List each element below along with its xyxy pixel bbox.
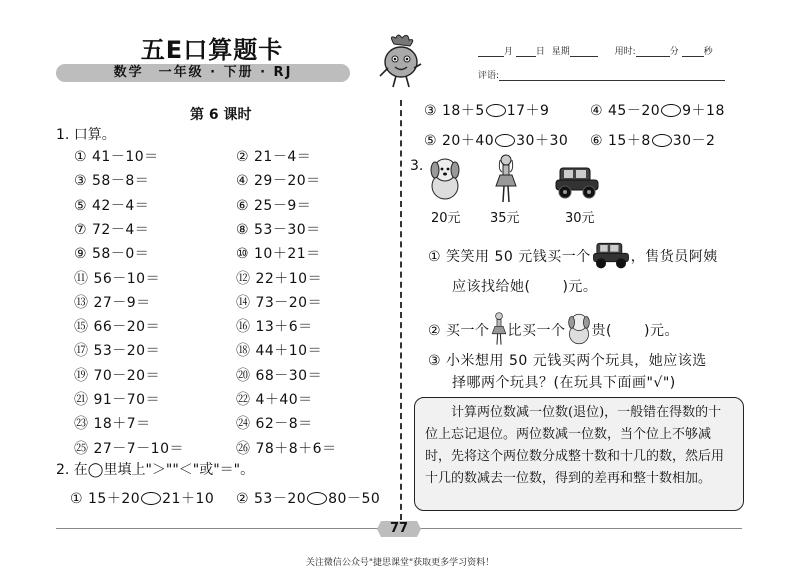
tip-box — [414, 397, 744, 511]
calc-item: ㉖ 78＋8＋6＝ — [236, 440, 337, 457]
car-price: 30元 — [565, 211, 595, 226]
answer-circle[interactable] — [495, 134, 515, 147]
footer-note: 关注微信公众号"捷思课堂"获取更多学习资料！ — [305, 558, 495, 568]
calc-item: ⑰ 53－20＝ — [74, 343, 161, 360]
compare-item-2: ② 53－20 80－50 — [236, 491, 381, 507]
page-number: 77 — [389, 521, 409, 536]
answer-circle[interactable] — [486, 104, 506, 117]
page-number-badge — [377, 519, 421, 539]
compare-item-5: ⑤ 20＋40 30＋30 — [424, 133, 569, 149]
calc-item: ⑯ 13＋6＝ — [236, 319, 313, 336]
calc-item: ⑳ 68－30＝ — [236, 367, 323, 384]
section1-label: 1. 口算。 — [56, 127, 116, 143]
dog-toy-icon — [428, 156, 462, 206]
calc-item: ⑩ 10＋21＝ — [236, 246, 321, 263]
calc-item: ㉔ 62－8＝ — [236, 416, 313, 433]
comment-field[interactable]: 评语: — [478, 68, 725, 81]
calc-item: ⑧ 53－30＝ — [236, 221, 321, 238]
calc-item: ⑥ 25－9＝ — [236, 197, 312, 214]
section2-label: 2. 在◯里填上"＞""＜"或"＝"。 — [56, 462, 255, 478]
answer-circle[interactable] — [661, 104, 681, 117]
car-toy-icon — [591, 240, 631, 274]
section3-label: 3. — [410, 158, 424, 174]
calc-item: ㉓ 18＋7＝ — [74, 416, 151, 433]
calc-item: ② 21－4＝ — [236, 149, 312, 165]
doll-price: 35元 — [490, 211, 520, 226]
calc-item: ⑲ 70－20＝ — [74, 367, 161, 384]
calc-item: ⑫ 22＋10＝ — [236, 270, 323, 287]
calc-item: ⑪ 56－10＝ — [74, 270, 161, 287]
calc-item: ⑱ 44＋10＝ — [236, 343, 323, 360]
dog-toy-icon — [566, 312, 592, 350]
q1-line1: ① 笑笑用 50 元钱买一个 ，售货员阿姨 — [428, 240, 718, 274]
q1-line2: 应该找给她( )元。 — [452, 279, 598, 295]
calc-item: ⑨ 58－0＝ — [74, 246, 150, 263]
calc-item: ⑬ 27－9＝ — [74, 294, 151, 311]
calc-item: ① 41－10＝ — [74, 149, 159, 165]
answer-circle[interactable] — [307, 492, 327, 505]
calc-item: ④ 29－20＝ — [236, 173, 321, 190]
calc-item: ⑤ 42－4＝ — [74, 197, 150, 214]
date-fields: 月 日 星期 用时: 分 秒 — [478, 44, 713, 57]
calc-item: ㉑ 91－70＝ — [74, 392, 161, 408]
lesson-title: 第 6 课时 — [190, 107, 252, 123]
tip-text: 计算两位数减一位数(退位)，一般错在得数的十位上忘记退位。两位数减一位数，当个位上不够减时，先将这个两位数分成整十数和十几的数，然后用十几的数减去一位数，得到的差再和整十数相加。 — [425, 405, 725, 486]
calc-item: ③ 58－8＝ — [74, 173, 150, 190]
answer-circle[interactable] — [652, 134, 672, 147]
doll-toy-icon — [490, 312, 508, 350]
compare-item-4: ④ 45－20 9＋18 — [590, 103, 725, 119]
subject-grade-bar: 数学 一年级 · 下册 · RJ — [56, 64, 350, 82]
doll-toy-icon — [494, 154, 518, 208]
compare-item-1: ① 15＋20 21＋10 — [70, 491, 215, 507]
calc-item: ㉕ 27－7－10＝ — [74, 440, 184, 457]
q3-line2: 择哪两个玩具？(在玩具下面画"√") — [452, 375, 676, 391]
dog-price: 20元 — [431, 211, 461, 226]
column-divider — [400, 100, 402, 520]
calc-item: ⑮ 66－20＝ — [74, 319, 161, 336]
answer-circle[interactable] — [141, 492, 161, 505]
calc-item: ⑦ 72－4＝ — [74, 221, 150, 238]
radish-mascot-icon — [376, 34, 426, 90]
calc-item: ⑭ 73－20＝ — [236, 294, 323, 311]
q2-line: ② 买一个 比买一个 贵( )元。 — [428, 312, 679, 350]
compare-item-3: ③ 18＋5 17＋9 — [424, 103, 550, 119]
compare-item-6: ⑥ 15＋8 30－2 — [590, 133, 716, 149]
q3-line1: ③ 小米想用 50 元钱买两个玩具，她应该选 — [428, 353, 707, 369]
card-title: 五E口算题卡 — [140, 36, 284, 64]
car-toy-icon — [554, 164, 600, 204]
calc-item: ㉒ 4＋40＝ — [236, 392, 313, 408]
